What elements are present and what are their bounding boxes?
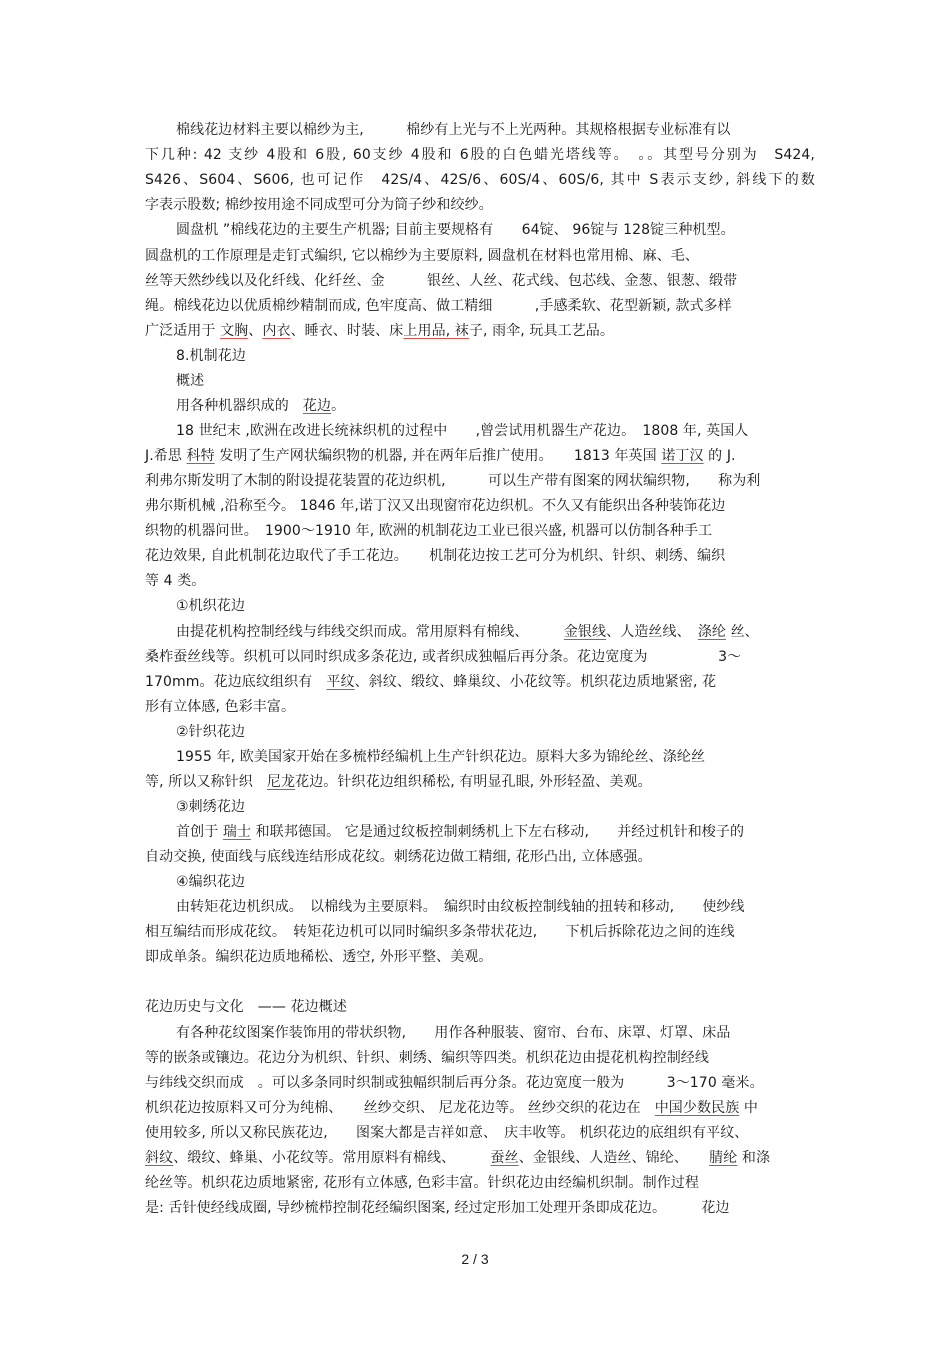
link-underlined-term[interactable]: 涤纶 [697,624,727,640]
text-line [145,546,815,566]
text-line [176,622,846,642]
text-run: 纶丝等。机织花边质地紧密, 花形有立体感, 色彩丰富。针织花边由经编机织制。制作过程 [145,1175,699,1191]
text-run: 概述 [176,373,205,389]
text-run: 即成单条。编织花边质地稀松、透空, 外形平整、美观。 [145,949,493,965]
text-run: 下几种: 42 支纱 4股和 6股, 60支纱 4股和 6股的白色蜡光塔线等。 。。其型号分别为 S424, [145,147,815,163]
text-line [145,1148,815,1168]
text-run: 1955 年, 欧美国家开始在多梳栉经编机上生产针织花边。原料大多为锦纶丝、涤纶丝 [176,749,706,765]
text-run: 相互编结而形成花纹。 转矩花边机可以同时编织多条带状花边, 下机后拆除花边之间的连线 [145,924,735,940]
text-run: 字表示股数; 棉纱按用途不同成型可分为筒子纱和绞纱。 [145,197,493,213]
link-underlined-term[interactable]: 中国少数民族 [654,1100,740,1116]
link-underlined-term[interactable]: 花边 [302,398,332,414]
text-run: 桑柞蚕丝线等。织机可以同时织成多条花边, 或者织成独幅后再分条。花边宽度为 3～ [145,649,742,665]
page-number: 2 / 3 [461,1251,489,1267]
text-run: 和联邦德国。 它是通过纹板控制刺绣机上下左右移动, 并经过机针和梭子的 [251,824,745,840]
text-run: 织物的机器问世。 1900～1910 年, 欧洲的机制花边工业已很兴盛, 机器可以仿制各种手工 [145,523,713,539]
text-line [145,571,815,591]
text-run: 8.机制花边 [176,348,246,364]
link-underlined-term[interactable]: 金银线 [563,624,607,640]
text-run: 绳。棉线花边以优质棉纱精制而成, 色牢度高、做工精细 ,手感柔软、花型新颖, 款式多样 [145,298,732,314]
text-run: 自动交换, 使面线与底线连结形成花纹。刺绣花边做工精细, 花形凸出, 立体感强。 [145,849,652,865]
section-heading [176,346,846,366]
subsection-heading [176,872,846,892]
text-run: 和涤 [737,1150,771,1166]
text-run: 、金银线、人造丝、锦纶、 [518,1150,710,1166]
link-underlined-term[interactable]: 文胸 [220,323,249,339]
section-heading [145,997,815,1017]
text-run: 广泛适用于 [145,323,221,339]
link-underlined-term[interactable]: 蚕丝 [490,1150,519,1166]
text-line [145,847,815,867]
text-run: 子, 雨伞, 玩具工艺品。 [468,323,615,339]
text-run: 花边。针织花边组织稀松, 有明显孔眼, 外形轻盈、美观。 [295,774,652,790]
link-underlined-term[interactable]: 斜纹 [145,1150,174,1166]
text-run: 利弗尔斯发明了木制的附设提花装置的花边织机, 可以生产带有图案的网状编织物, 称为利 [145,473,761,489]
text-run: 首创于 [176,824,223,840]
text-line [145,1098,815,1118]
text-run: 丝、 [726,624,759,640]
text-run: 由转矩花边机织成。 以棉线为主要原料。 编织时由纹板控制线轴的扭转和移动, 使纱线 [176,899,745,915]
subsection-heading [176,797,846,817]
text-line [145,922,815,942]
text-run: 棉线花边材料主要以棉纱为主, 棉纱有上光与不上光两种。其规格根据专业标准有以 [176,122,731,138]
text-run: 形有立体感, 色彩丰富。 [145,699,296,715]
text-line [145,672,815,692]
subsection-heading [176,722,846,742]
link-underlined-term[interactable]: 瑞士 [222,824,252,840]
text-line [145,321,815,341]
text-run: 170mm。花边底纹组织有 [145,674,327,690]
text-run: 机织花边按原料又可分为纯棉、 丝纱交织、 尼龙花边等。 丝纱交织的花边在 [145,1100,655,1116]
text-line [145,145,815,165]
text-line [145,521,815,541]
text-run: ③刺绣花边 [176,799,246,815]
text-line [145,471,815,491]
text-run: ②针织花边 [176,724,246,740]
text-run: 、缎纹、蜂巢、小花纹等。常用原料有棉线、 [173,1150,491,1166]
text-run: 与纬线交织而成 。可以多条同时织制或独幅织制后再分条。花边宽度一般为 3～170 毫米。 [145,1075,764,1091]
text-run: 等, 所以又称针织 [145,774,267,790]
text-line [176,120,846,140]
text-line [145,296,815,316]
text-run: 由提花机构控制经线与纬线交织而成。常用原料有棉线、 [176,624,564,640]
text-line [176,421,846,441]
text-line [145,647,815,667]
text-run: 中 [739,1100,758,1116]
text-run: 用各种机器织成的 [176,398,303,414]
text-line [176,897,846,917]
link-underlined-term[interactable]: 平纹 [326,674,355,690]
text-run: 、斜纹、缎纹、蜂巢纹、小花纹等。机织花边质地紧密, 花 [354,674,717,690]
text-line [176,220,846,240]
text-line [145,1123,815,1143]
text-line [176,396,846,416]
text-line [145,772,815,792]
text-run: 18 世纪末 ,欧洲在改进长统袜织机的过程中 ,曾尝试用机器生产花边。 1808 年, 英国人 [176,423,749,439]
link-underlined-term[interactable]: 上用品, 袜 [403,323,469,339]
text-run: 、人造丝线、 [606,624,698,640]
subsection-heading [176,371,846,391]
text-run: S426、S604、S606, 也可记作 42S/4、42S/6、60S/4、60S/6, 其中 S表示支纱, 斜线下的数 [145,172,815,188]
text-line [145,1173,815,1193]
text-line [145,1198,815,1218]
text-run: 丝等天然纱线以及化纤线、化纤丝、金 银丝、人丝、花式线、包芯线、金葱、银葱、缎带 [145,273,738,289]
text-line [176,747,846,767]
link-underlined-term[interactable]: 科特 [186,448,215,464]
text-run: 弗尔斯机械 ,沿称至今。 1846 年,诺丁汉又出现窗帘花边织机。不久又有能织出各种装饰花边 [145,498,726,514]
text-run: 花边历史与文化 —— 花边概述 [145,999,347,1015]
text-line [145,697,815,717]
text-run: 。 [331,398,346,414]
text-line [145,446,815,466]
text-run: 、 [248,323,263,339]
text-run: 圆盘机的工作原理是走钉式编织, 它以棉纱为主要原料, 圆盘机在材料也常用棉、麻、毛、 [145,248,699,264]
text-line [176,822,846,842]
text-run: 等的嵌条或镶边。花边分为机织、针织、刺绣、编织等四类。机织花边由提花机构控制经线 [145,1050,709,1066]
text-line [145,271,815,291]
link-underlined-term[interactable]: 诺丁汉 [661,448,704,464]
text-run: ④编织花边 [176,874,246,890]
text-run: 使用较多, 所以又称民族花边, 图案大都是吉祥如意、 庆丰收等。 机织花边的底组织有平纹、 [145,1125,749,1141]
text-line [176,1023,846,1043]
text-run: 、睡衣、时装、床 [290,323,404,339]
text-line [145,1073,815,1093]
text-run: 等 4 类。 [145,573,206,589]
link-underlined-term[interactable]: 尼龙 [266,774,296,790]
link-underlined-term[interactable]: 内衣 [262,323,291,339]
text-run: 花边效果, 自此机制花边取代了手工花边。 机制花边按工艺可分为机织、针织、刺绣、编织 [145,548,726,564]
text-run: 有各种花纹图案作装饰用的带状织物, 用作各种服装、窗帘、台布、床罩、灯罩、床品 [176,1025,731,1041]
text-line [145,1048,815,1068]
text-line [145,170,815,190]
text-run: 发明了生产网状编织物的机器, 并在两年后推广使用。 1813 年英国 [214,448,662,464]
text-line [145,246,815,266]
text-line [145,496,815,516]
text-line [145,947,815,967]
text-run: 圆盘机 ”棉线花边的主要生产机器; 目前主要规格有 64锭、 96锭与 128锭三种机型。 [176,222,735,238]
link-underlined-term[interactable]: 腈纶 [709,1150,738,1166]
text-run: J.希思 [145,448,187,464]
text-run: 的 J. [703,448,736,464]
text-run: 是: 舌针使经线成圈, 导纱梳栉控制花经编织图案, 经过定形加工处理开条即成花边。 花边 [145,1200,730,1216]
text-line [145,195,815,215]
text-run: ①机织花边 [176,598,246,614]
subsection-heading [176,596,846,616]
